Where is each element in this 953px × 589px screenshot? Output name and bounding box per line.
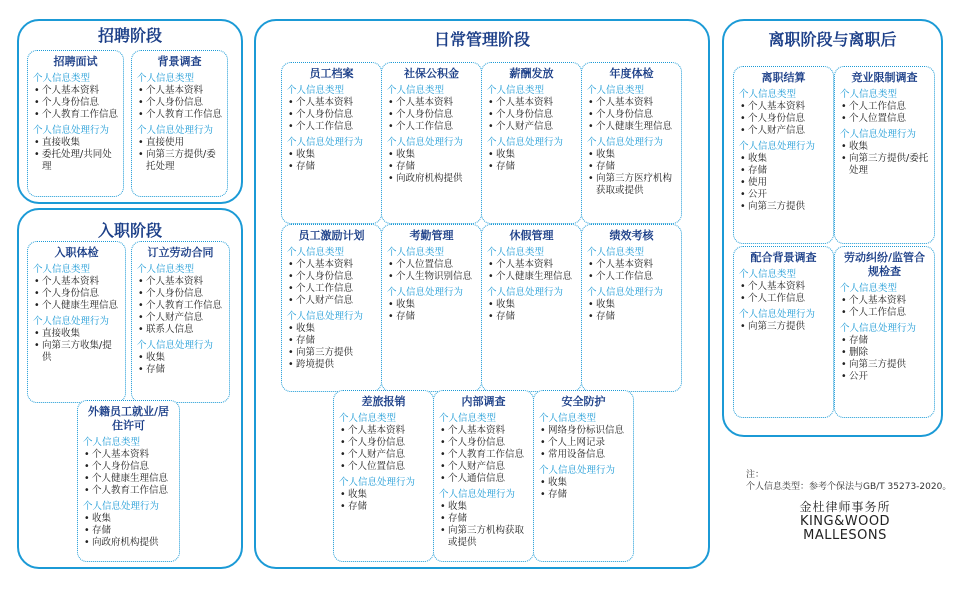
box-title: 年度体检	[609, 67, 654, 80]
info-type-item: • 个人教育工作信息	[439, 449, 528, 461]
processing-item: • 收集	[439, 501, 528, 513]
process-box	[281, 224, 382, 392]
processing-item: • 存储	[339, 501, 428, 513]
info-type-label: 个人信息类型	[137, 73, 195, 84]
process-box	[333, 390, 434, 562]
processing-label: 个人信息处理行为	[487, 137, 564, 148]
info-type-item: • 个人财产信息	[487, 121, 576, 133]
info-type-item: • 个人财产信息	[287, 295, 376, 307]
info-type-list	[287, 97, 376, 133]
box-title: 差旅报销	[361, 395, 406, 408]
box-title: 配合背景调查	[750, 251, 817, 264]
process-box	[131, 50, 228, 197]
processing-label: 个人信息处理行为	[840, 323, 917, 334]
info-type-item: • 个人工作信息	[840, 307, 929, 319]
processing-item: • 收集	[539, 477, 628, 489]
box-title: 员工档案	[309, 67, 354, 80]
stage-title: 招聘阶段	[97, 26, 162, 45]
processing-item: • 存储	[387, 161, 476, 173]
info-type-item: • 个人教育工作信息	[137, 300, 224, 312]
processing-label: 个人信息处理行为	[137, 125, 214, 136]
processing-item: • 收集	[739, 153, 828, 165]
box-title: 入职体检	[54, 246, 99, 259]
info-type-item: • 个人基本资料	[287, 259, 376, 271]
info-type-item: • 个人身份信息	[339, 437, 428, 449]
logo-en-line1: KING&WOOD	[799, 514, 891, 529]
processing-label: 个人信息处理行为	[539, 465, 616, 476]
process-box	[834, 246, 935, 418]
info-type-label: 个人信息类型	[387, 85, 445, 96]
info-type-list	[287, 259, 376, 307]
processing-label: 个人信息处理行为	[587, 137, 664, 148]
info-type-list	[439, 425, 528, 485]
firm-logo	[790, 498, 900, 543]
box-title: 考勤管理	[409, 229, 454, 242]
info-type-list	[339, 425, 428, 473]
info-type-list	[33, 85, 118, 121]
info-type-list	[137, 276, 224, 336]
processing-list	[739, 153, 828, 213]
info-type-item: • 个人身份信息	[739, 113, 828, 125]
info-type-label: 个人信息类型	[287, 85, 345, 96]
info-type-label: 个人信息类型	[587, 247, 645, 258]
info-type-list	[739, 101, 828, 137]
process-box	[733, 66, 834, 244]
info-type-item: • 个人财产信息	[739, 125, 828, 137]
process-box	[27, 50, 124, 197]
process-box	[131, 241, 230, 403]
info-type-item: • 个人教育工作信息	[83, 485, 174, 497]
process-box	[281, 62, 382, 224]
info-type-item: • 个人工作信息	[387, 121, 476, 133]
footnote-label: 注：	[746, 470, 765, 480]
info-type-item: • 个人健康生理信息	[33, 300, 120, 312]
processing-label: 个人信息处理行为	[439, 489, 516, 500]
processing-item: • 存储	[487, 311, 576, 323]
processing-item: • 跨境提供	[287, 359, 376, 371]
info-type-item: • 个人身份信息	[439, 437, 528, 449]
info-type-item: • 个人基本资料	[137, 85, 222, 97]
processing-label: 个人信息处理行为	[387, 137, 464, 148]
processing-item: • 存储	[287, 335, 376, 347]
info-type-item: • 个人身份信息	[287, 271, 376, 283]
info-type-item: • 个人身份信息	[137, 288, 224, 300]
box-title: 离职结算	[761, 71, 806, 84]
processing-item: • 向第三方提供/委托处理	[840, 153, 929, 177]
processing-label: 个人信息处理行为	[739, 141, 816, 152]
info-type-item: • 个人工作信息	[739, 293, 828, 305]
processing-item: • 收集	[587, 149, 676, 161]
info-type-label: 个人信息类型	[33, 264, 91, 275]
info-type-label: 个人信息类型	[387, 247, 445, 258]
info-type-item: • 个人财产信息	[137, 312, 224, 324]
info-type-list	[387, 259, 476, 283]
info-type-label: 个人信息类型	[439, 413, 497, 424]
processing-label: 个人信息处理行为	[287, 137, 364, 148]
info-type-item: • 个人财产信息	[339, 449, 428, 461]
info-type-item: • 个人身份信息	[33, 288, 120, 300]
processing-item: • 收集	[840, 141, 929, 153]
info-type-item: • 个人基本资料	[287, 97, 376, 109]
box-title: 内部调查	[461, 395, 506, 408]
processing-item: • 存储	[439, 513, 528, 525]
info-type-label: 个人信息类型	[739, 89, 797, 100]
info-type-item: • 个人身份信息	[137, 97, 222, 109]
processing-list	[137, 137, 222, 173]
info-type-item: • 个人基本资料	[33, 276, 120, 288]
processing-item: • 删除	[840, 347, 929, 359]
info-type-item: • 个人基本资料	[339, 425, 428, 437]
processing-list	[287, 323, 376, 371]
info-type-item: • 常用设备信息	[539, 449, 628, 461]
processing-list	[487, 149, 576, 173]
processing-item: • 收集	[387, 149, 476, 161]
info-type-list	[539, 425, 628, 461]
info-type-label: 个人信息类型	[840, 283, 898, 294]
process-box	[481, 224, 582, 392]
processing-item: • 公开	[840, 371, 929, 383]
processing-list	[137, 352, 224, 376]
info-type-item: • 个人教育工作信息	[33, 109, 118, 121]
info-type-item: • 联系人信息	[137, 324, 224, 336]
info-type-list	[33, 276, 120, 312]
processing-item: • 使用	[739, 177, 828, 189]
processing-list	[739, 321, 828, 333]
box-title: 安全防护	[561, 395, 606, 408]
info-type-label: 个人信息类型	[83, 437, 141, 448]
processing-item: • 向第三方提供	[287, 347, 376, 359]
info-type-label: 个人信息类型	[587, 85, 645, 96]
processing-item: • 存储	[840, 335, 929, 347]
box-title: 订立劳动合同	[147, 246, 214, 259]
processing-item: • 收集	[137, 352, 224, 364]
footnote	[746, 469, 951, 493]
process-box	[533, 390, 634, 562]
processing-list	[83, 513, 174, 549]
info-type-label: 个人信息类型	[539, 413, 597, 424]
info-type-item: • 个人位置信息	[840, 113, 929, 125]
processing-item: • 向第三方提供/委托处理	[137, 149, 222, 173]
info-type-list	[587, 259, 676, 283]
processing-item: • 收集	[339, 489, 428, 501]
info-type-item: • 个人基本资料	[83, 449, 174, 461]
info-type-label: 个人信息类型	[487, 247, 545, 258]
info-type-item: • 个人位置信息	[339, 461, 428, 473]
info-type-item: • 个人基本资料	[439, 425, 528, 437]
info-type-item: • 个人身份信息	[487, 109, 576, 121]
info-type-item: • 个人基本资料	[739, 281, 828, 293]
processing-item: • 收集	[287, 323, 376, 335]
stage-title: 入职阶段	[97, 221, 162, 240]
info-type-item: • 个人基本资料	[487, 259, 576, 271]
processing-item: • 存储	[587, 311, 676, 323]
processing-label: 个人信息处理行为	[587, 287, 664, 298]
processing-list	[387, 149, 476, 185]
processing-item: • 收集	[83, 513, 174, 525]
process-box	[381, 62, 482, 224]
info-type-item: • 个人位置信息	[387, 259, 476, 271]
processing-item: • 公开	[739, 189, 828, 201]
processing-list	[387, 299, 476, 323]
stage-title: 离职阶段与离职后	[768, 30, 897, 49]
processing-item: • 向第三方收集/提供	[33, 340, 120, 364]
process-box	[381, 224, 482, 392]
process-box	[733, 246, 834, 418]
info-type-item: • 个人基本资料	[840, 295, 929, 307]
processing-label: 个人信息处理行为	[339, 477, 416, 488]
processing-item: • 存储	[487, 161, 576, 173]
box-title: 劳动纠纷/监管合规检查	[843, 251, 926, 278]
info-type-label: 个人信息类型	[137, 264, 195, 275]
processing-item: • 存储	[287, 161, 376, 173]
info-type-item: • 个人身份信息	[287, 109, 376, 121]
box-title: 竞业限制调查	[851, 71, 918, 84]
info-type-list	[487, 97, 576, 133]
processing-item: • 收集	[387, 299, 476, 311]
processing-item: • 向第三方提供	[840, 359, 929, 371]
processing-label: 个人信息处理行为	[387, 287, 464, 298]
processing-item: • 委托处理/共同处理	[33, 149, 118, 173]
processing-item: • 收集	[487, 299, 576, 311]
logo-cn: 金杜律师事务所	[799, 500, 891, 514]
processing-list	[487, 299, 576, 323]
process-box	[433, 390, 534, 562]
processing-item: • 收集	[287, 149, 376, 161]
processing-item: • 收集	[587, 299, 676, 311]
info-type-item: • 个人生物识别信息	[387, 271, 476, 283]
processing-list	[539, 477, 628, 501]
info-type-list	[137, 85, 222, 121]
info-type-item: • 个人健康生理信息	[487, 271, 576, 283]
info-type-list	[840, 295, 929, 319]
info-type-item: • 个人工作信息	[587, 271, 676, 283]
processing-item: • 向政府机构提供	[387, 173, 476, 185]
processing-item: • 直接收集	[33, 328, 120, 340]
stage-title: 日常管理阶段	[433, 30, 530, 49]
processing-list	[587, 299, 676, 323]
processing-label: 个人信息处理行为	[287, 311, 364, 322]
box-title: 薪酬发放	[509, 67, 554, 80]
info-type-label: 个人信息类型	[840, 89, 898, 100]
info-type-list	[487, 259, 576, 283]
processing-item: • 存储	[539, 489, 628, 501]
processing-item: • 存储	[587, 161, 676, 173]
info-type-item: • 个人健康生理信息	[83, 473, 174, 485]
box-title: 社保公积金	[404, 67, 459, 80]
processing-item: • 存储	[739, 165, 828, 177]
processing-item: • 直接收集	[33, 137, 118, 149]
info-type-item: • 个人身份信息	[83, 461, 174, 473]
info-type-item: • 个人基本资料	[487, 97, 576, 109]
processing-list	[33, 328, 120, 364]
info-type-item: • 个人工作信息	[287, 283, 376, 295]
info-type-list	[739, 281, 828, 305]
box-title: 招聘面试	[53, 55, 98, 68]
processing-list	[587, 149, 676, 197]
info-type-label: 个人信息类型	[33, 73, 91, 84]
processing-item: • 存储	[387, 311, 476, 323]
info-type-item: • 个人身份信息	[33, 97, 118, 109]
info-type-label: 个人信息类型	[287, 247, 345, 258]
process-box	[834, 66, 935, 244]
info-type-list	[840, 101, 929, 125]
processing-list	[339, 489, 428, 513]
box-title: 员工激励计划	[298, 229, 365, 242]
info-type-list	[83, 449, 174, 497]
info-type-item: • 个人教育工作信息	[137, 109, 222, 121]
processing-item: • 存储	[137, 364, 224, 376]
info-type-item: • 个人通信信息	[439, 473, 528, 485]
processing-item: • 向第三方机构获取或提供	[439, 525, 528, 549]
processing-item: • 向政府机构提供	[83, 537, 174, 549]
box-title: 绩效考核	[609, 229, 654, 242]
process-box	[27, 241, 126, 403]
info-type-item: • 个人身份信息	[587, 109, 676, 121]
processing-label: 个人信息处理行为	[33, 316, 110, 327]
processing-list	[33, 137, 118, 173]
box-title: 休假管理	[509, 229, 554, 242]
processing-item: • 向第三方提供	[739, 321, 828, 333]
info-type-item: • 个人基本资料	[587, 259, 676, 271]
processing-list	[439, 501, 528, 549]
footnote-text: 个人信息类型：参考个保法与GB/T 35273-2020。	[746, 482, 952, 492]
processing-item: • 收集	[487, 149, 576, 161]
info-type-label: 个人信息类型	[739, 269, 797, 280]
processing-list	[840, 335, 929, 383]
process-box	[77, 400, 180, 562]
info-type-item: • 网络身份标识信息	[539, 425, 628, 437]
info-type-item: • 个人工作信息	[840, 101, 929, 113]
info-type-item: • 个人基本资料	[33, 85, 118, 97]
processing-label: 个人信息处理行为	[83, 501, 160, 512]
box-title: 外籍员工就业/居住许可	[87, 405, 170, 432]
info-type-item: • 个人基本资料	[387, 97, 476, 109]
info-type-item: • 个人财产信息	[439, 461, 528, 473]
processing-item: • 直接使用	[137, 137, 222, 149]
processing-list	[840, 141, 929, 177]
process-box	[481, 62, 582, 224]
info-type-label: 个人信息类型	[339, 413, 397, 424]
processing-label: 个人信息处理行为	[33, 125, 110, 136]
info-type-item: • 个人身份信息	[387, 109, 476, 121]
info-type-item: • 个人健康生理信息	[587, 121, 676, 133]
box-title: 背景调查	[157, 55, 202, 68]
processing-label: 个人信息处理行为	[137, 340, 214, 351]
process-box	[581, 62, 682, 224]
info-type-label: 个人信息类型	[487, 85, 545, 96]
info-type-item: • 个人基本资料	[137, 276, 224, 288]
processing-label: 个人信息处理行为	[840, 129, 917, 140]
processing-label: 个人信息处理行为	[739, 309, 816, 320]
process-box	[581, 224, 682, 392]
logo-en-line2: MALLESONS	[803, 528, 887, 543]
info-type-list	[587, 97, 676, 133]
info-type-list	[387, 97, 476, 133]
info-type-item: • 个人上网记录	[539, 437, 628, 449]
processing-item: • 存储	[83, 525, 174, 537]
processing-label: 个人信息处理行为	[487, 287, 564, 298]
processing-list	[287, 149, 376, 173]
info-type-item: • 个人基本资料	[587, 97, 676, 109]
info-type-item: • 个人基本资料	[739, 101, 828, 113]
processing-item: • 向第三方提供	[739, 201, 828, 213]
info-type-item: • 个人工作信息	[287, 121, 376, 133]
processing-item: • 向第三方医疗机构获取或提供	[587, 173, 676, 197]
